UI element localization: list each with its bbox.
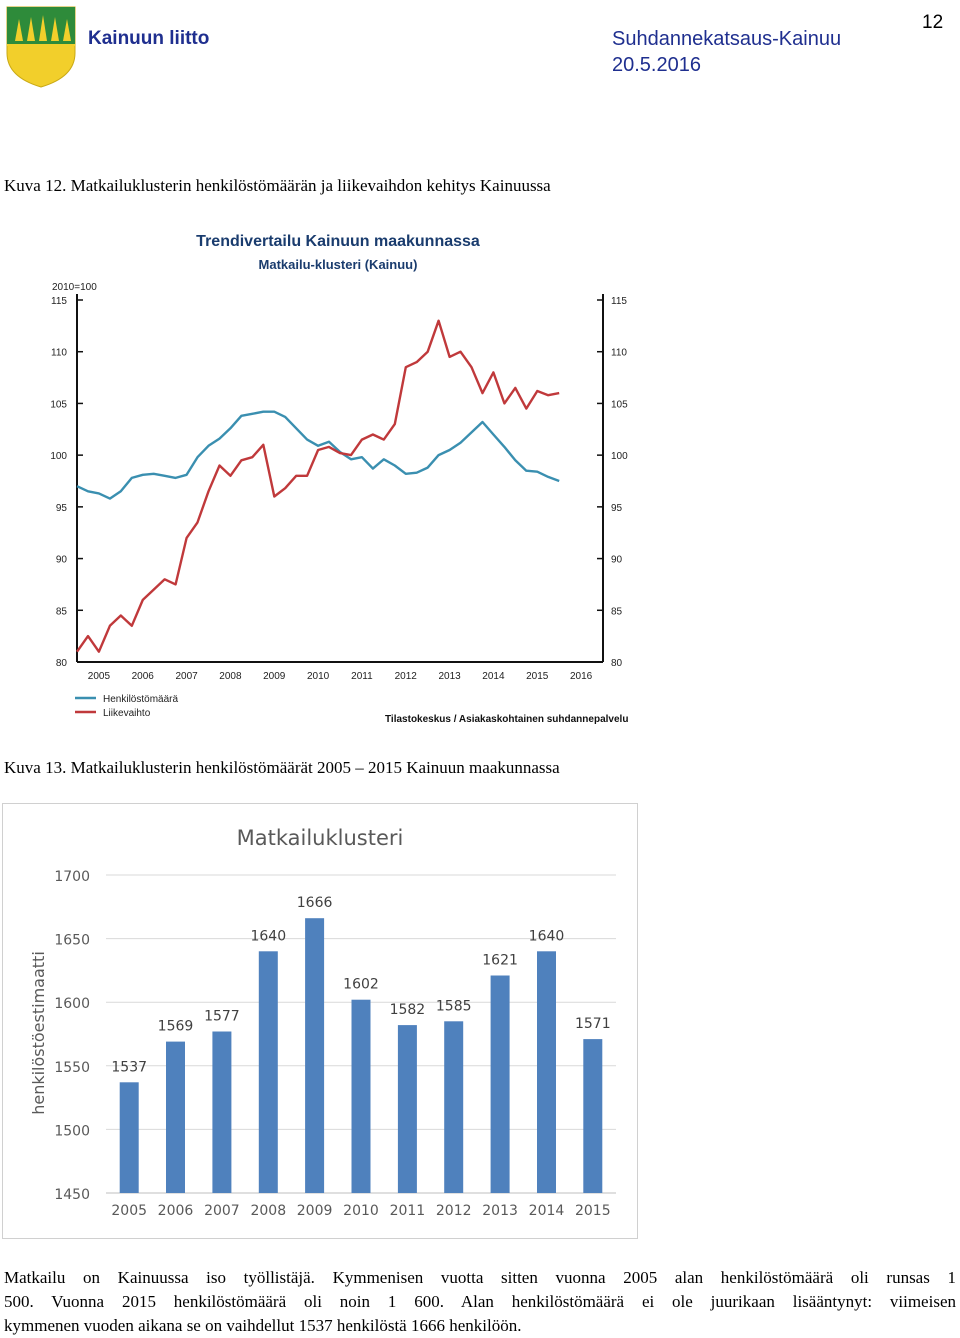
chart2-x-tick-label: 2009 xyxy=(296,1203,333,1219)
chart1-x-tick-label: 2016 xyxy=(569,671,593,682)
chart1-legend-label: Henkilöstömäärä xyxy=(103,694,179,705)
chart2-data-label: 1621 xyxy=(482,952,518,969)
chart1-y-tick-label: 95 xyxy=(55,502,67,514)
chart1-x-tick-label: 2014 xyxy=(482,671,505,682)
chart1-x-tick-label: 2009 xyxy=(263,671,286,682)
chart2-bar xyxy=(398,1025,417,1193)
chart2-data-label: 1640 xyxy=(250,928,287,945)
chart2-bar xyxy=(120,1082,139,1193)
chart1-x-tick-label: 2008 xyxy=(219,671,242,682)
chart2-x-ticks xyxy=(111,1203,610,1219)
chart1-y-tick-label: 90 xyxy=(55,554,67,566)
chart1-subtitle: Matkailu-klusteri (Kainuu) xyxy=(258,257,418,272)
chart2-x-tick-label: 2008 xyxy=(250,1203,287,1219)
chart1-axes xyxy=(77,294,603,662)
paragraph-line: kymmenen vuoden aikana se on vaihdellut 1537 henkilöstä 1666 henkilöön. xyxy=(4,1316,522,1335)
chart2-x-tick-label: 2006 xyxy=(157,1203,194,1219)
chart1-x-tick-label: 2005 xyxy=(87,671,111,682)
chart1-y-tick-label: 80 xyxy=(55,658,67,669)
chart2-data-label: 1571 xyxy=(574,1016,611,1033)
chart2-data-label: 1602 xyxy=(343,976,379,993)
chart1-y-tick-label: 105 xyxy=(50,399,67,411)
chart1-y-tick-label: 115 xyxy=(51,296,67,307)
chart1-y-unit: 2010=100 xyxy=(52,282,97,293)
chart2-data-label: 1585 xyxy=(435,998,472,1015)
chart2-bar xyxy=(305,918,324,1193)
chart2-data-label: 1582 xyxy=(389,1002,426,1019)
chart2-bar xyxy=(444,1021,463,1193)
kainuu-coat-of-arms-icon xyxy=(5,5,77,89)
chart1-y-tick-label: 110 xyxy=(51,347,67,359)
chart1-source: Tilastokeskus / Asiakaskohtainen suhdannepalvelu xyxy=(385,714,629,725)
chart2-title: Matkailuklusteri xyxy=(236,826,404,850)
headcount-bar-chart xyxy=(2,803,638,1239)
chart2-data-label: 1537 xyxy=(111,1059,148,1076)
chart1-x-tick-label: 2012 xyxy=(394,671,417,682)
chart1-x-tick-label: 2015 xyxy=(526,671,549,682)
chart2-bar xyxy=(259,951,278,1193)
chart2-data-label: 1569 xyxy=(157,1018,194,1035)
chart2-bar xyxy=(583,1039,602,1193)
chart2-x-tick-label: 2013 xyxy=(482,1203,518,1219)
chart1-y-tick-label-right: 80 xyxy=(611,658,623,669)
chart2-bar xyxy=(537,951,556,1193)
report-date: 20.5.2016 xyxy=(612,54,701,76)
chart1-x-tick-label: 2006 xyxy=(131,671,154,682)
body-paragraph xyxy=(4,1266,956,1338)
chart2-y-axis-label: henkilöstöestimaatti xyxy=(29,951,48,1115)
chart2-x-tick-label: 2007 xyxy=(204,1203,240,1219)
figure-caption-13: Kuva 13. Matkailuklusterin henkilöstömäärät 2005 – 2015 Kainuun maakunnassa xyxy=(4,758,560,777)
paragraph-line: 500. Vuonna 2015 henkilöstömäärä oli noin 1 600. Alan henkilöstömäärä ei ole juurikaan lisääntynyt: viimeisen xyxy=(4,1292,956,1311)
chart2-x-tick-label: 2010 xyxy=(343,1203,379,1219)
chart1-series xyxy=(77,321,559,652)
chart2-bar xyxy=(352,1000,371,1193)
chart1-x-tick-label: 2007 xyxy=(175,671,198,682)
chart1-x-tick-label: 2011 xyxy=(351,671,373,682)
chart1-series-line-henkilostomaara xyxy=(77,412,559,499)
chart2-x-tick-label: 2015 xyxy=(574,1203,611,1219)
figure-caption-12: Kuva 12. Matkailuklusterin henkilöstömäärän ja liikevaihdon kehitys Kainuussa xyxy=(4,176,551,195)
chart2-y-tick-label: 1650 xyxy=(54,932,90,949)
chart2-x-tick-label: 2012 xyxy=(435,1203,472,1219)
chart1-y-tick-label-right: 100 xyxy=(611,451,628,463)
chart1-legend xyxy=(75,694,178,719)
chart1-y-tick-label-right: 95 xyxy=(611,502,623,514)
report-title: Suhdannekatsaus-Kainuu xyxy=(612,28,842,50)
chart2-x-tick-label: 2011 xyxy=(389,1203,426,1219)
trend-line-chart xyxy=(40,222,660,732)
chart2-y-tick-label: 1600 xyxy=(54,996,90,1013)
chart1-y-tick-label-right: 105 xyxy=(611,399,628,411)
chart1-y-tick-label-right: 110 xyxy=(611,347,627,359)
chart1-y-tick-label-right: 115 xyxy=(611,296,627,307)
chart1-y-tick-label: 85 xyxy=(55,606,67,618)
chart2-x-tick-label: 2014 xyxy=(528,1203,565,1219)
chart2-y-tick-label: 1500 xyxy=(54,1123,90,1140)
paragraph-line: Matkailu on Kainuussa iso työllistäjä. Kymmenisen vuotta sitten vuonna 2005 alan henkilöstömäärä oli runsas 1 xyxy=(4,1268,956,1287)
chart2-data-label: 1666 xyxy=(296,895,333,912)
chart2-bar xyxy=(491,976,510,1194)
chart1-title: Trendivertailu Kainuun maakunnassa xyxy=(196,233,480,250)
chart1-y-tick-label-right: 85 xyxy=(611,606,623,618)
chart1-series-line-liikevaihto xyxy=(77,321,559,652)
chart2-data-label: 1577 xyxy=(204,1008,240,1025)
chart1-x-tick-label: 2013 xyxy=(438,671,461,682)
chart2-data-label: 1640 xyxy=(528,928,565,945)
chart2-y-tick-label: 1550 xyxy=(54,1059,90,1076)
chart1-legend-label: Liikevaihto xyxy=(103,708,151,719)
chart1-x-ticks xyxy=(88,671,593,682)
chart2-bar xyxy=(212,1032,231,1194)
page-number: 12 xyxy=(922,12,944,33)
chart1-y-tick-label: 100 xyxy=(50,451,67,463)
chart1-y-tick-label-right: 90 xyxy=(611,554,623,566)
chart2-x-tick-label: 2005 xyxy=(111,1203,148,1219)
organization-name: Kainuun liitto xyxy=(88,28,210,49)
chart1-x-tick-label: 2010 xyxy=(306,671,330,682)
chart2-y-tick-label: 1700 xyxy=(54,869,90,885)
chart2-bar xyxy=(166,1042,185,1193)
chart2-y-tick-label: 1450 xyxy=(54,1187,90,1203)
